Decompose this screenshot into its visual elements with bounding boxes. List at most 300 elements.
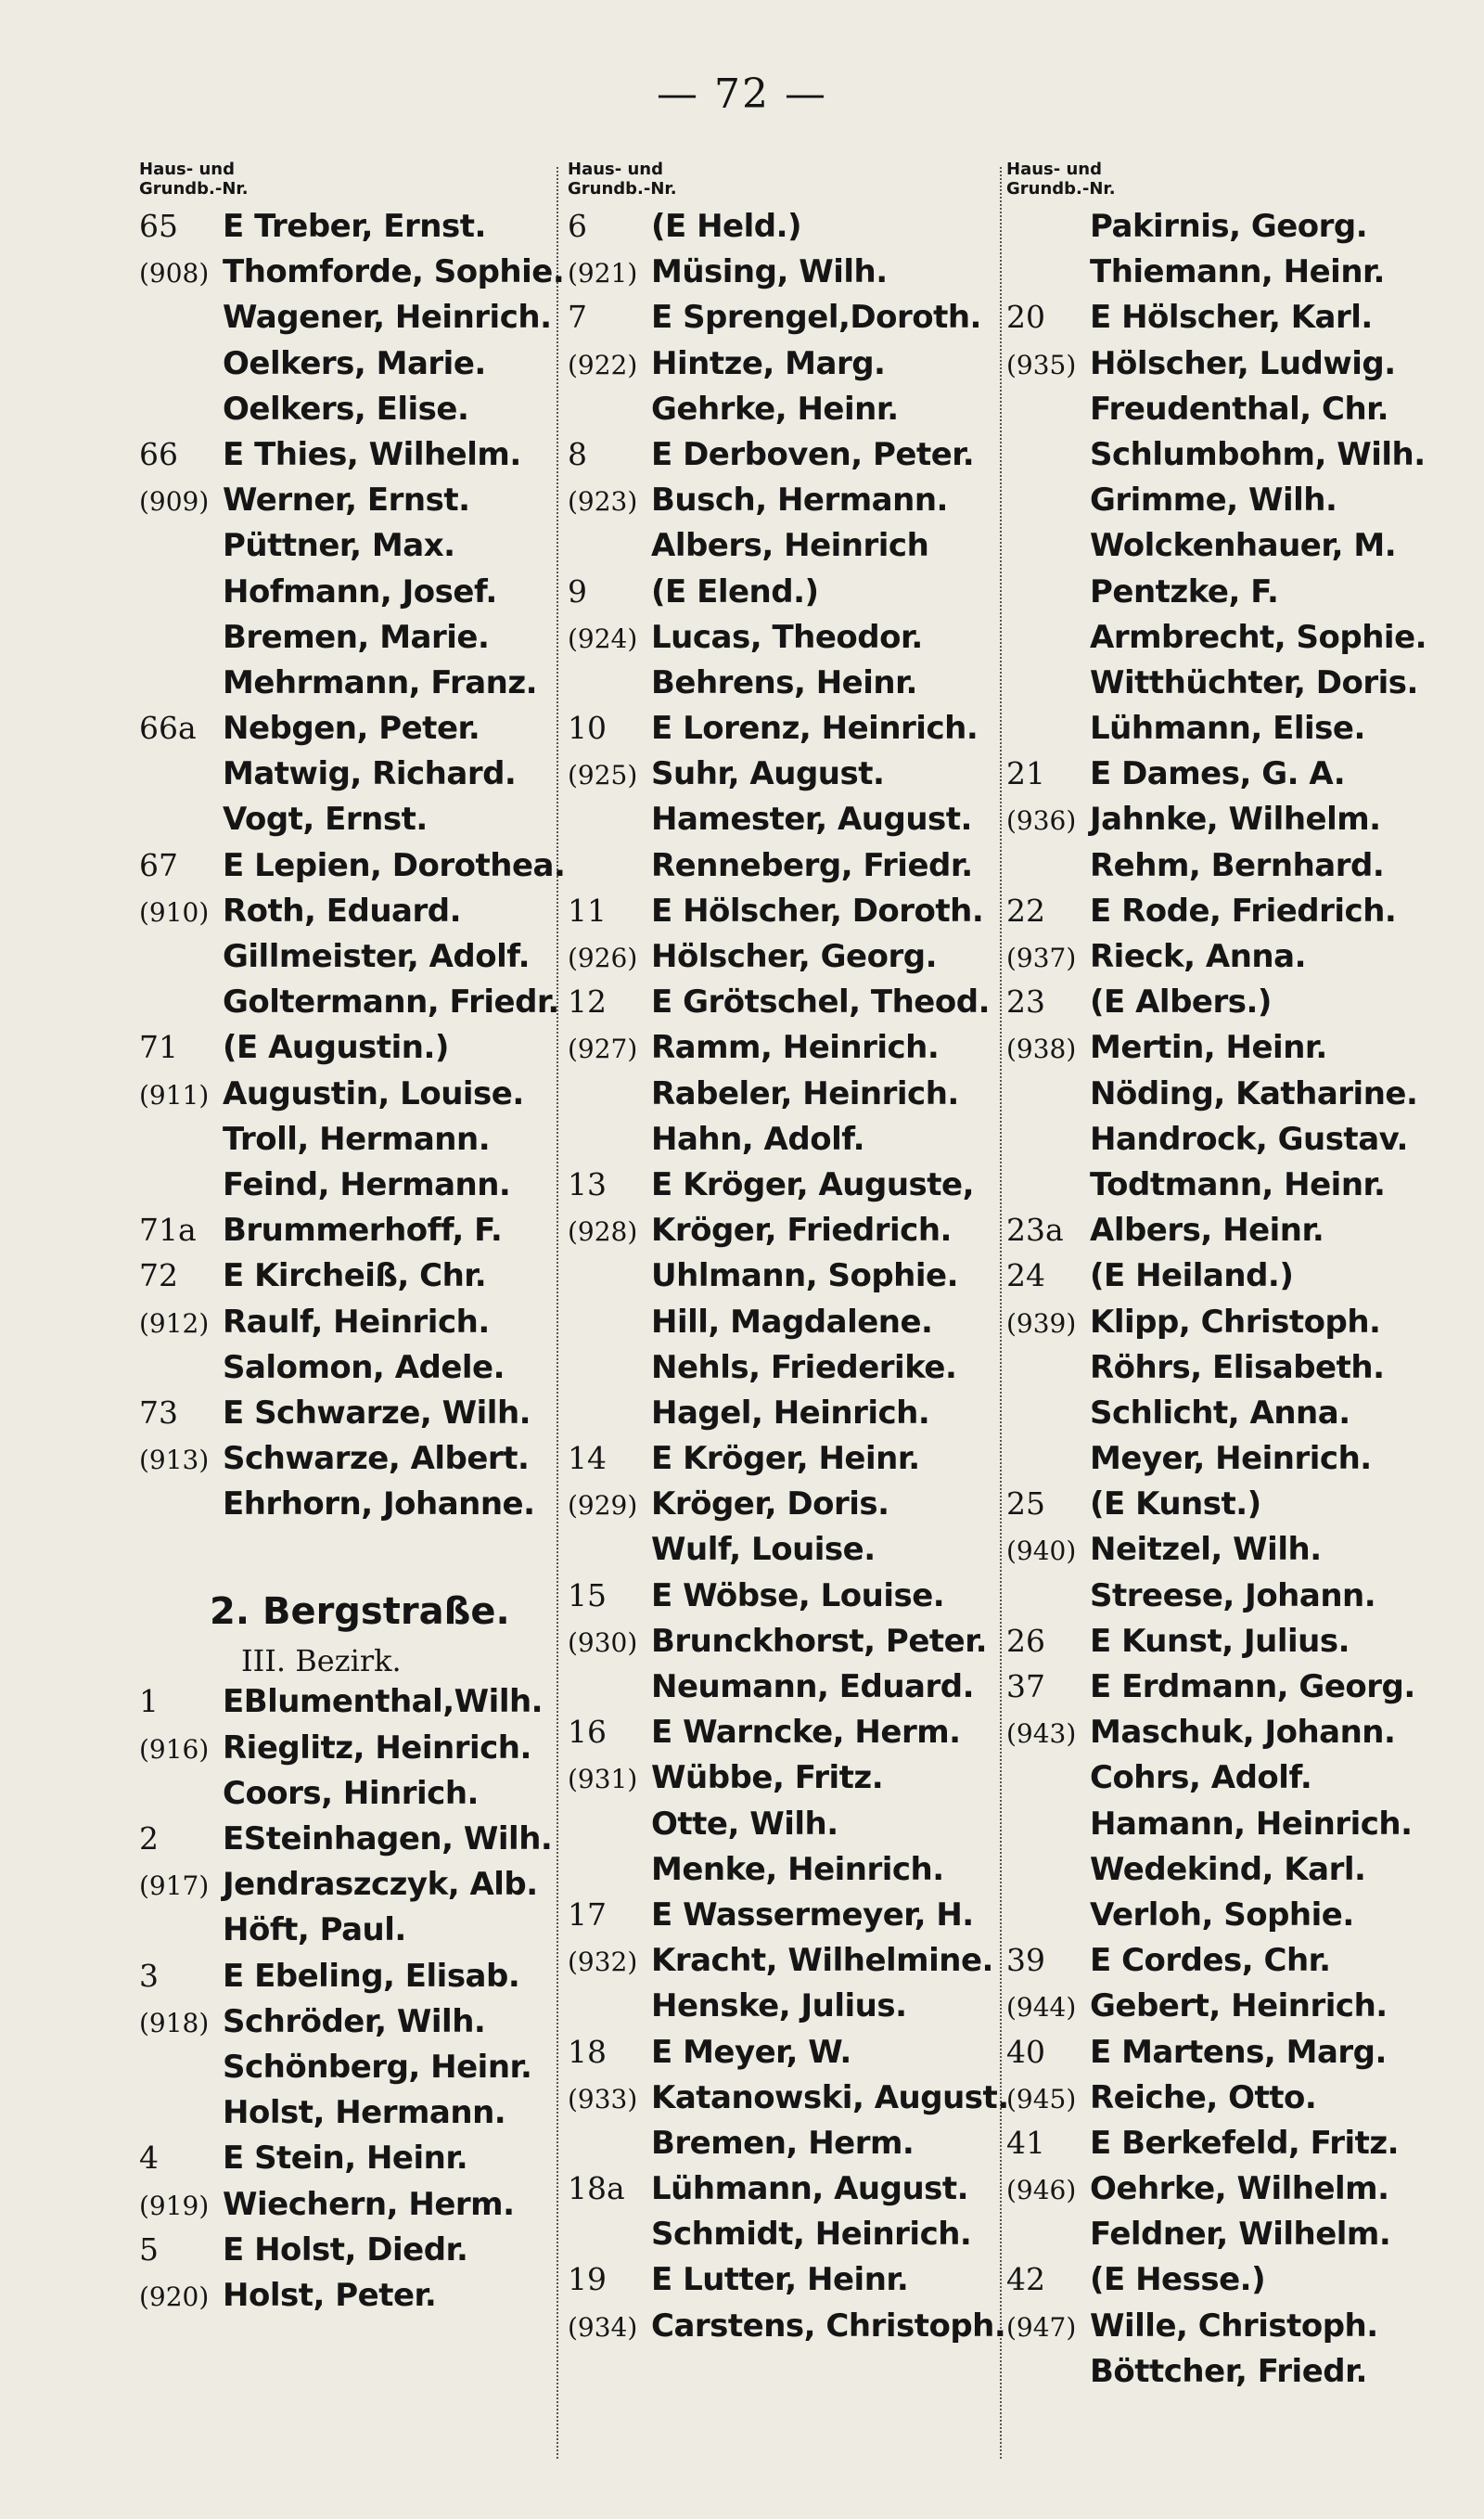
house-number: (923): [568, 486, 638, 518]
directory-entry: [139, 2094, 556, 2140]
house-number: (927): [568, 1034, 638, 1065]
directory-entry: [1006, 1440, 1461, 1485]
directory-entry: [568, 1121, 1004, 1166]
resident-name: Hölscher, Georg.: [651, 938, 937, 975]
directory-entry: [568, 482, 1004, 527]
directory-entry: [139, 2049, 556, 2094]
house-number: (943): [1006, 1718, 1077, 1750]
directory-entry: [568, 938, 1004, 983]
directory-entry: [1006, 1304, 1461, 1349]
house-number: 37: [1006, 1668, 1045, 1704]
house-number: 23a: [1006, 1212, 1064, 1249]
directory-entry: [1006, 983, 1461, 1029]
house-number: (945): [1006, 2083, 1077, 2114]
directory-entry: [139, 1958, 556, 2003]
directory-entry: [568, 1577, 1004, 1623]
directory-entry: [568, 391, 1004, 436]
directory-entry: [568, 1304, 1004, 1349]
directory-entry: [568, 2125, 1004, 2170]
resident-name: Wulf, Louise.: [651, 1531, 876, 1569]
directory-column-2: [568, 160, 1009, 2353]
resident-name: E Lorenz, Heinrich.: [651, 710, 979, 748]
house-number: 7: [568, 299, 587, 336]
house-number: 67: [139, 846, 178, 883]
house-number: 73: [139, 1394, 178, 1431]
directory-entry: [1006, 1166, 1461, 1212]
directory-entry: [1006, 664, 1461, 710]
directory-entry: [1006, 1623, 1461, 1668]
directory-entry: [568, 1896, 1004, 1942]
house-number: 10: [568, 710, 607, 747]
resident-name: (E Augustin.): [223, 1029, 449, 1067]
house-number: (913): [139, 1445, 210, 1476]
directory-entry: [568, 619, 1004, 664]
directory-entry: [139, 482, 556, 527]
resident-name: Hahn, Adolf.: [651, 1120, 865, 1158]
house-number: 17: [568, 1896, 607, 1933]
resident-name: (E Elend.): [651, 572, 819, 610]
directory-entry: [568, 527, 1004, 572]
directory-entry: [1006, 2170, 1461, 2216]
resident-name: E Derboven, Peter.: [651, 435, 975, 473]
directory-entry: [568, 436, 1004, 482]
resident-name: Busch, Hermann.: [651, 482, 948, 520]
house-number: 6: [568, 208, 587, 244]
directory-entry: [139, 1257, 556, 1303]
resident-name: Otte, Wilh.: [651, 1805, 838, 1843]
directory-entry: [139, 2277, 556, 2322]
directory-entry: [139, 755, 556, 801]
resident-name: Hamester, August.: [651, 801, 972, 839]
column-header: Haus- und Grundb.-Nr.: [139, 160, 249, 199]
resident-name: E Thies, Wilhelm.: [223, 435, 521, 473]
directory-entry: [568, 1623, 1004, 1668]
house-number: 9: [568, 572, 587, 610]
directory-entry: [1006, 938, 1461, 983]
directory-entry: [1006, 2307, 1461, 2353]
directory-entry: [1006, 1806, 1461, 1851]
resident-name: Jendraszczyk, Alb.: [223, 1866, 538, 1904]
resident-name: Maschuk, Johann.: [1090, 1714, 1396, 1752]
resident-name: Bremen, Herm.: [651, 2124, 915, 2162]
resident-name: Todtmann, Heinr.: [1090, 1165, 1386, 1203]
directory-entry: [1006, 299, 1461, 344]
house-number: (909): [139, 486, 210, 518]
resident-name: E Wassermeyer, H.: [651, 1896, 974, 1934]
directory-entry: [568, 893, 1004, 938]
resident-name: Holst, Peter.: [223, 2276, 437, 2314]
house-number: (929): [568, 1490, 638, 1522]
directory-entry: [1006, 1851, 1461, 1896]
house-number: 65: [139, 208, 178, 244]
directory-entry: [568, 208, 1004, 253]
directory-entry: [139, 2231, 556, 2277]
resident-name: Brummerhoff, F.: [223, 1212, 503, 1250]
resident-name: Gebert, Heinrich.: [1090, 1987, 1388, 2025]
directory-entry: [139, 345, 556, 391]
directory-entry: [139, 1121, 556, 1166]
directory-entry: [1006, 1257, 1461, 1303]
directory-entry: [568, 1759, 1004, 1805]
directory-entry: [568, 710, 1004, 755]
house-number: 39: [1006, 1942, 1045, 1979]
directory-entry: [1006, 1212, 1461, 1257]
resident-name: Schlicht, Anna.: [1090, 1394, 1350, 1432]
resident-name: Bremen, Marie.: [223, 618, 490, 656]
resident-name: Neumann, Eduard.: [651, 1668, 974, 1705]
directory-entry: [1006, 1668, 1461, 1714]
resident-name: Oelkers, Marie.: [223, 344, 486, 382]
house-number: (908): [139, 258, 210, 289]
resident-name: (E Kunst.): [1090, 1485, 1261, 1523]
directory-entry: [568, 1668, 1004, 1714]
resident-name: Hagel, Heinrich.: [651, 1394, 930, 1432]
directory-entry: [1006, 1349, 1461, 1394]
directory-entry: [139, 1394, 556, 1440]
house-number: (934): [568, 2311, 638, 2343]
resident-name: (E Hesse.): [1090, 2261, 1266, 2299]
house-number: 21: [1006, 755, 1045, 792]
directory-entry: [139, 1866, 556, 1911]
resident-name: Holst, Hermann.: [223, 2094, 506, 2132]
resident-name: Coors, Hinrich.: [223, 1774, 479, 1812]
directory-entry: [1006, 1075, 1461, 1121]
resident-name: E Kircheiß, Chr.: [223, 1257, 487, 1295]
directory-entry: [568, 1212, 1004, 1257]
resident-name: Streese, Johann.: [1090, 1576, 1376, 1614]
resident-name: Hamann, Heinrich.: [1090, 1805, 1413, 1843]
directory-entry: [139, 1304, 556, 1349]
directory-entry: [568, 664, 1004, 710]
house-number: 3: [139, 1957, 159, 1994]
directory-entry: [139, 2003, 556, 2049]
resident-name: Püttner, Max.: [223, 527, 455, 565]
resident-name: Wübbe, Fritz.: [651, 1759, 884, 1797]
directory-column-3: [1006, 160, 1461, 2398]
resident-name: Lühmann, Elise.: [1090, 710, 1365, 748]
directory-entry: [139, 391, 556, 436]
resident-name: Kröger, Doris.: [651, 1485, 889, 1523]
resident-name: Werner, Ernst.: [223, 482, 470, 520]
resident-name: Mertin, Heinr.: [1090, 1029, 1327, 1067]
street-heading: 2. Bergstraße.: [210, 1590, 510, 1634]
house-number: (920): [139, 2281, 210, 2312]
directory-column-1: [139, 160, 566, 2322]
house-number: (919): [139, 2190, 210, 2221]
house-number: 41: [1006, 2124, 1045, 2161]
directory-entry: [1006, 573, 1461, 619]
resident-name: Kröger, Friedrich.: [651, 1212, 952, 1250]
resident-name: Klipp, Christoph.: [1090, 1303, 1381, 1341]
directory-entry: [139, 208, 556, 253]
resident-name: Carstens, Christoph.: [651, 2307, 1006, 2345]
directory-entry: [1006, 253, 1461, 299]
directory-entry: [568, 755, 1004, 801]
directory-entry: [1006, 208, 1461, 253]
resident-name: Vogt, Ernst.: [223, 801, 428, 839]
directory-entry: [568, 1349, 1004, 1394]
directory-entry: [568, 1851, 1004, 1896]
directory-entry: [139, 1029, 556, 1074]
resident-name: Goltermann, Friedr.: [223, 983, 559, 1022]
house-number: 2: [139, 1820, 159, 1857]
resident-name: Lühmann, August.: [651, 2170, 969, 2208]
directory-entry: [1006, 1759, 1461, 1805]
resident-name: Handrock, Gustav.: [1090, 1120, 1408, 1158]
directory-entry: [1006, 436, 1461, 482]
resident-name: Wagener, Heinrich.: [223, 299, 552, 337]
resident-name: Albers, Heinr.: [1090, 1212, 1324, 1250]
district-heading: III. Bezirk.: [241, 1643, 402, 1679]
resident-name: Matwig, Richard.: [223, 755, 517, 793]
directory-entry: [1006, 391, 1461, 436]
house-number: 11: [568, 892, 607, 929]
resident-name: Brunckhorst, Peter.: [651, 1622, 988, 1660]
house-number: 71a: [139, 1212, 197, 1249]
house-number: 25: [1006, 1485, 1045, 1523]
resident-name: Verloh, Sophie.: [1090, 1896, 1354, 1934]
directory-entry: [139, 1820, 556, 1866]
resident-name: E Dames, G. A.: [1090, 755, 1346, 793]
directory-entry: [1006, 345, 1461, 391]
house-number: (925): [568, 760, 638, 791]
resident-name: Ramm, Heinrich.: [651, 1029, 940, 1067]
directory-entry: [139, 2186, 556, 2231]
directory-entry: [568, 983, 1004, 1029]
house-number: (947): [1006, 2311, 1077, 2343]
house-number: 1: [139, 1683, 159, 1720]
directory-entry: [139, 1911, 556, 1957]
house-number: 12: [568, 983, 607, 1021]
resident-name: Augustin, Louise.: [223, 1074, 524, 1112]
resident-name: E Schwarze, Wilh.: [223, 1394, 531, 1432]
resident-name: Hintze, Marg.: [651, 344, 886, 382]
directory-entry: [1006, 482, 1461, 527]
house-number: 24: [1006, 1257, 1045, 1294]
directory-entry: [568, 1075, 1004, 1121]
house-number: 18a: [568, 2170, 625, 2207]
directory-entry: [139, 1349, 556, 1394]
resident-name: Wolckenhauer, M.: [1090, 527, 1397, 565]
directory-entry: [568, 253, 1004, 299]
house-number: (935): [1006, 349, 1077, 380]
resident-name: E Lepien, Dorothea.: [223, 846, 566, 884]
directory-entry: [1006, 1121, 1461, 1166]
resident-name: E Ebeling, Elisab.: [223, 1957, 520, 1995]
house-number: (922): [568, 349, 638, 380]
resident-name: Kracht, Wilhelmine.: [651, 1942, 993, 1980]
resident-name: Nebgen, Peter.: [223, 710, 480, 748]
directory-entry: [1006, 1714, 1461, 1759]
directory-entry: [139, 1729, 556, 1775]
resident-name: Pakirnis, Georg.: [1090, 208, 1368, 245]
house-number: 23: [1006, 983, 1045, 1021]
directory-entry: [568, 2034, 1004, 2079]
house-number: (944): [1006, 1992, 1077, 2024]
directory-entry: [1006, 1029, 1461, 1074]
house-number: (930): [568, 1626, 638, 1658]
resident-name: Schröder, Wilh.: [223, 2002, 486, 2040]
directory-entry: [139, 527, 556, 572]
resident-name: E Martens, Marg.: [1090, 2033, 1387, 2071]
resident-name: Thiemann, Heinr.: [1090, 253, 1385, 291]
resident-name: Wille, Christoph.: [1090, 2307, 1378, 2345]
directory-entry: [568, 1942, 1004, 1987]
house-number: (916): [139, 1733, 210, 1765]
resident-name: E Kröger, Heinr.: [651, 1440, 920, 1478]
house-number: 18: [568, 2033, 607, 2070]
column-header: Haus- und Grundb.-Nr.: [1006, 160, 1116, 199]
house-number: 5: [139, 2230, 159, 2268]
house-number: (931): [568, 1764, 638, 1795]
directory-entry: [139, 619, 556, 664]
directory-entry: [568, 1166, 1004, 1212]
column-divider: [556, 167, 558, 2459]
resident-name: Oehrke, Wilhelm.: [1090, 2170, 1389, 2208]
resident-name: Hofmann, Josef.: [223, 572, 497, 610]
directory-entry: [139, 801, 556, 846]
house-number: 13: [568, 1165, 607, 1202]
resident-name: Rieglitz, Heinrich.: [223, 1729, 531, 1767]
page-number: — 72 —: [657, 71, 827, 118]
house-number: (911): [139, 1079, 210, 1111]
resident-name: Wiechern, Herm.: [223, 2185, 515, 2223]
resident-name: Röhrs, Elisabeth.: [1090, 1348, 1385, 1386]
house-number: 19: [568, 2261, 607, 2298]
resident-name: (E Held.): [651, 208, 802, 245]
resident-name: Rehm, Bernhard.: [1090, 846, 1385, 884]
resident-name: Nehls, Friederike.: [651, 1348, 957, 1386]
resident-name: E Stein, Heinr.: [223, 2140, 468, 2178]
entry-list: [139, 1683, 556, 2322]
directory-entry: [568, 2216, 1004, 2261]
entry-list: [1006, 208, 1461, 2398]
resident-name: Schmidt, Heinrich.: [651, 2216, 972, 2254]
resident-name: E Cordes, Chr.: [1090, 1942, 1331, 1980]
directory-entry: [139, 846, 566, 893]
resident-name: Pentzke, F.: [1090, 572, 1279, 610]
house-number: (926): [568, 943, 638, 973]
directory-entry: [568, 573, 1004, 619]
resident-name: Feldner, Wilhelm.: [1090, 2216, 1391, 2254]
resident-name: E Kunst, Julius.: [1090, 1622, 1350, 1660]
resident-name: Schlumbohm, Wilh.: [1090, 435, 1426, 473]
resident-name: E Sprengel,Doroth.: [651, 299, 981, 337]
directory-entry: [1006, 2261, 1461, 2307]
entry-list: [139, 208, 566, 1531]
house-number: (939): [1006, 1307, 1077, 1339]
directory-entry: [139, 938, 556, 983]
resident-name: E Kröger, Auguste,: [651, 1165, 974, 1203]
house-number: (917): [139, 1870, 210, 1902]
directory-entry: [1006, 527, 1461, 572]
directory-entry: [568, 1257, 1004, 1303]
resident-name: Meyer, Heinrich.: [1090, 1440, 1372, 1478]
directory-entry: [1006, 2216, 1461, 2261]
resident-name: Müsing, Wilh.: [651, 253, 888, 291]
resident-name: Lucas, Theodor.: [651, 618, 923, 656]
house-number: 26: [1006, 1622, 1045, 1659]
resident-name: E Hölscher, Karl.: [1090, 299, 1373, 337]
directory-entry: [139, 299, 556, 344]
directory-entry: [1006, 710, 1461, 755]
house-number: (924): [568, 623, 638, 654]
house-number: 22: [1006, 892, 1045, 929]
house-number: (912): [139, 1307, 210, 1339]
house-number: 8: [568, 435, 587, 472]
resident-name: Hölscher, Ludwig.: [1090, 344, 1396, 382]
resident-name: EBlumenthal,Wilh.: [223, 1683, 544, 1721]
directory-entry: [139, 1440, 556, 1485]
resident-name: Renneberg, Friedr.: [651, 846, 973, 884]
resident-name: E Hölscher, Doroth.: [651, 892, 984, 930]
directory-entry: [1006, 893, 1461, 938]
directory-entry: [568, 801, 1004, 846]
resident-name: Grimme, Wilh.: [1090, 482, 1337, 520]
house-number: 20: [1006, 299, 1045, 336]
house-number: 4: [139, 2140, 159, 2177]
directory-entry: [568, 2261, 1004, 2307]
house-number: (918): [139, 2007, 210, 2038]
house-number: (937): [1006, 943, 1077, 973]
house-number: 71: [139, 1029, 178, 1066]
resident-name: Thomforde, Sophie.: [223, 253, 565, 291]
resident-name: E Meyer, W.: [651, 2033, 851, 2071]
resident-name: Freudenthal, Chr.: [1090, 390, 1388, 428]
house-number: 72: [139, 1257, 178, 1294]
resident-name: Cohrs, Adolf.: [1090, 1759, 1312, 1797]
house-number: (933): [568, 2083, 638, 2114]
resident-name: Gehrke, Heinr.: [651, 390, 899, 428]
directory-entry: [139, 664, 556, 710]
directory-entry: [568, 847, 1004, 893]
directory-entry: [568, 2307, 1004, 2353]
resident-name: E Berkefeld, Fritz.: [1090, 2124, 1400, 2162]
column-header: Haus- und Grundb.-Nr.: [568, 160, 677, 199]
directory-entry: [568, 1029, 1004, 1074]
resident-name: Ehrhorn, Johanne.: [223, 1485, 535, 1523]
resident-name: Rabeler, Heinrich.: [651, 1074, 959, 1112]
house-number: (932): [568, 1947, 638, 1978]
house-number: (921): [568, 258, 638, 289]
resident-name: Roth, Eduard.: [223, 892, 461, 930]
directory-entry: [1006, 755, 1461, 801]
house-number: 66a: [139, 710, 197, 747]
directory-entry: [139, 1166, 556, 1212]
resident-name: Schönberg, Heinr.: [223, 2048, 532, 2086]
directory-entry: [139, 573, 556, 619]
resident-name: Böttcher, Friedr.: [1090, 2352, 1367, 2390]
directory-entry: [568, 1394, 1004, 1440]
directory-entry: [1006, 847, 1461, 893]
resident-name: (E Heiland.): [1090, 1257, 1294, 1295]
directory-entry: [1006, 619, 1461, 664]
resident-name: ESteinhagen, Wilh.: [223, 1820, 553, 1857]
directory-entry: [139, 1075, 556, 1121]
resident-name: Henske, Julius.: [651, 1987, 907, 2025]
directory-entry: [568, 1531, 1004, 1576]
resident-name: Witthüchter, Doris.: [1090, 663, 1418, 701]
directory-entry: [568, 1987, 1004, 2033]
resident-name: E Warncke, Herm.: [651, 1714, 961, 1752]
directory-entry: [568, 345, 1004, 391]
house-number: (910): [139, 896, 210, 928]
house-number: 15: [568, 1576, 607, 1613]
resident-name: Neitzel, Wilh.: [1090, 1531, 1322, 1569]
resident-name: Salomon, Adele.: [223, 1348, 505, 1386]
resident-name: E Wöbse, Louise.: [651, 1576, 945, 1614]
directory-entry: [139, 1683, 556, 1729]
